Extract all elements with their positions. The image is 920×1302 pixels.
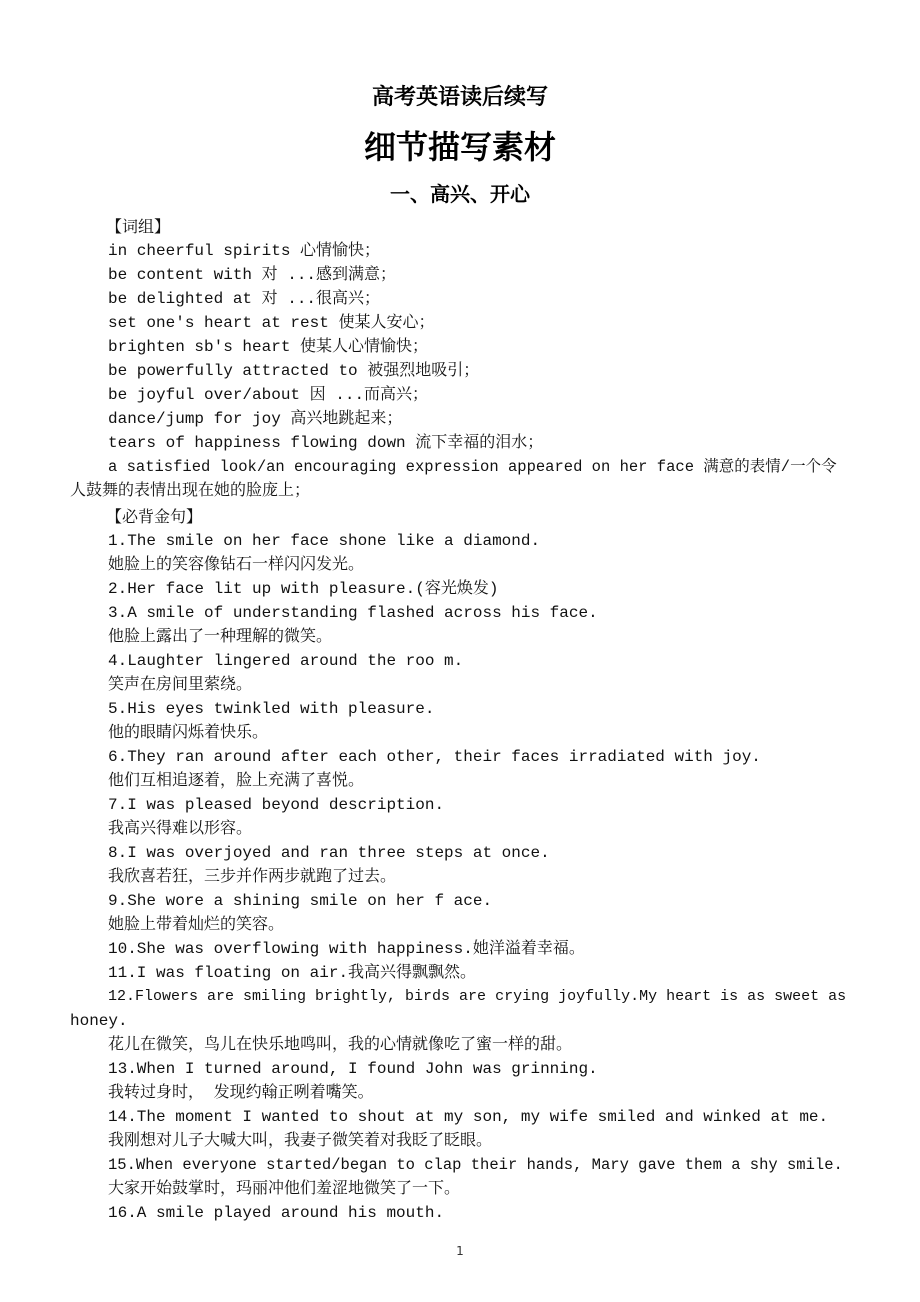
sentence-line: 5.His eyes twinkled with pleasure. — [108, 700, 435, 718]
sentence-line: 6.They ran around after each other, their faces irradiated with joy. — [108, 748, 761, 766]
sentence-line-continuation: honey. — [70, 1012, 128, 1030]
sentence-line: 1.The smile on her face shone like a diamond. — [108, 532, 541, 550]
phrase-line: tears of happiness flowing down 流下幸福的泪水； — [108, 434, 544, 452]
document-subtitle: 细节描写素材 — [363, 128, 556, 166]
phrase-line: be powerfully attracted to 被强烈地吸引； — [108, 362, 480, 380]
sentence-translation: 他脸上露出了一种理解的微笑。 — [108, 628, 333, 646]
sentence-line: 2.Her face lit up with pleasure.(容光焕发) — [108, 580, 499, 598]
phrase-line: set one's heart at rest 使某人安心； — [108, 314, 435, 332]
sentence-line: 3.A smile of understanding flashed across his face. — [108, 604, 598, 622]
sentence-line: 4.Laughter lingered around the roo m. — [108, 652, 464, 670]
phrase-line: be delighted at 对 ...很高兴； — [108, 290, 381, 308]
sentence-translation: 花儿在微笑，鸟儿在快乐地鸣叫，我的心情就像吃了蜜一样的甜。 — [108, 1036, 573, 1054]
sentence-line: 15.When everyone started/began to clap their hands, Mary gave them a shy smile. — [108, 1156, 843, 1174]
sentence-translation: 大家开始鼓掌时，玛丽冲他们羞涩地微笑了一下。 — [108, 1180, 461, 1198]
sentence-translation: 笑声在房间里萦绕。 — [108, 676, 253, 694]
sentence-line: 13.When I turned around, I found John was grinning. — [108, 1060, 598, 1078]
sentence-translation: 他的眼睛闪烁着快乐。 — [108, 724, 269, 742]
sentence-line: 11.I was floating on air.我高兴得飘飘然。 — [108, 964, 477, 982]
sentence-line: 16.A smile played around his mouth. — [108, 1204, 445, 1222]
phrase-line: be joyful over/about 因 ...而高兴； — [108, 386, 429, 404]
sentence-line: 9.She wore a shining smile on her f ace. — [108, 892, 493, 910]
sentences-heading: 【必背金句】 — [106, 507, 203, 526]
sentence-line: 7.I was pleased beyond description. — [108, 796, 445, 814]
sentence-translation: 我刚想对儿子大喊大叫，我妻子微笑着对我眨了眨眼。 — [108, 1132, 493, 1150]
page-number: 1 — [456, 1244, 464, 1258]
document-title: 高考英语读后续写 — [371, 85, 548, 110]
sentence-translation: 她脸上带着灿烂的笑容。 — [108, 916, 285, 934]
sentence-line: 8.I was overjoyed and ran three steps at once. — [108, 844, 550, 862]
phrase-line: dance/jump for joy 高兴地跳起来； — [108, 410, 403, 428]
section-title: 一、高兴、开心 — [390, 182, 530, 206]
sentence-translation: 我高兴得难以形容。 — [108, 820, 253, 838]
phrase-line-continuation: 人鼓舞的表情出现在她的脸庞上； — [70, 482, 311, 500]
sentence-line: 12.Flowers are smiling brightly, birds are crying joyfully.My heart is as sweet as — [108, 988, 847, 1005]
phrase-line: be content with 对 ...感到满意； — [108, 266, 397, 284]
phrases-heading: 【词组】 — [106, 217, 171, 236]
sentence-translation: 我转过身时， 发现约翰正咧着嘴笑。 — [108, 1084, 374, 1102]
sentence-line: 14.The moment I wanted to shout at my son, my wife smiled and winked at me. — [108, 1108, 829, 1126]
phrase-line: a satisfied look/an encouraging expression appeared on her face 满意的表情/一个令 — [108, 458, 837, 476]
sentence-line: 10.She was overflowing with happiness.她洋溢着幸福。 — [108, 940, 585, 958]
sentence-translation: 我欣喜若狂，三步并作两步就跑了过去。 — [108, 868, 397, 886]
phrase-line: in cheerful spirits 心情愉快； — [108, 242, 381, 260]
sentence-translation: 她脸上的笑容像钻石一样闪闪发光。 — [108, 556, 365, 574]
sentence-translation: 他们互相追逐着，脸上充满了喜悦。 — [108, 772, 365, 790]
phrase-line: brighten sb's heart 使某人心情愉快； — [108, 338, 429, 356]
